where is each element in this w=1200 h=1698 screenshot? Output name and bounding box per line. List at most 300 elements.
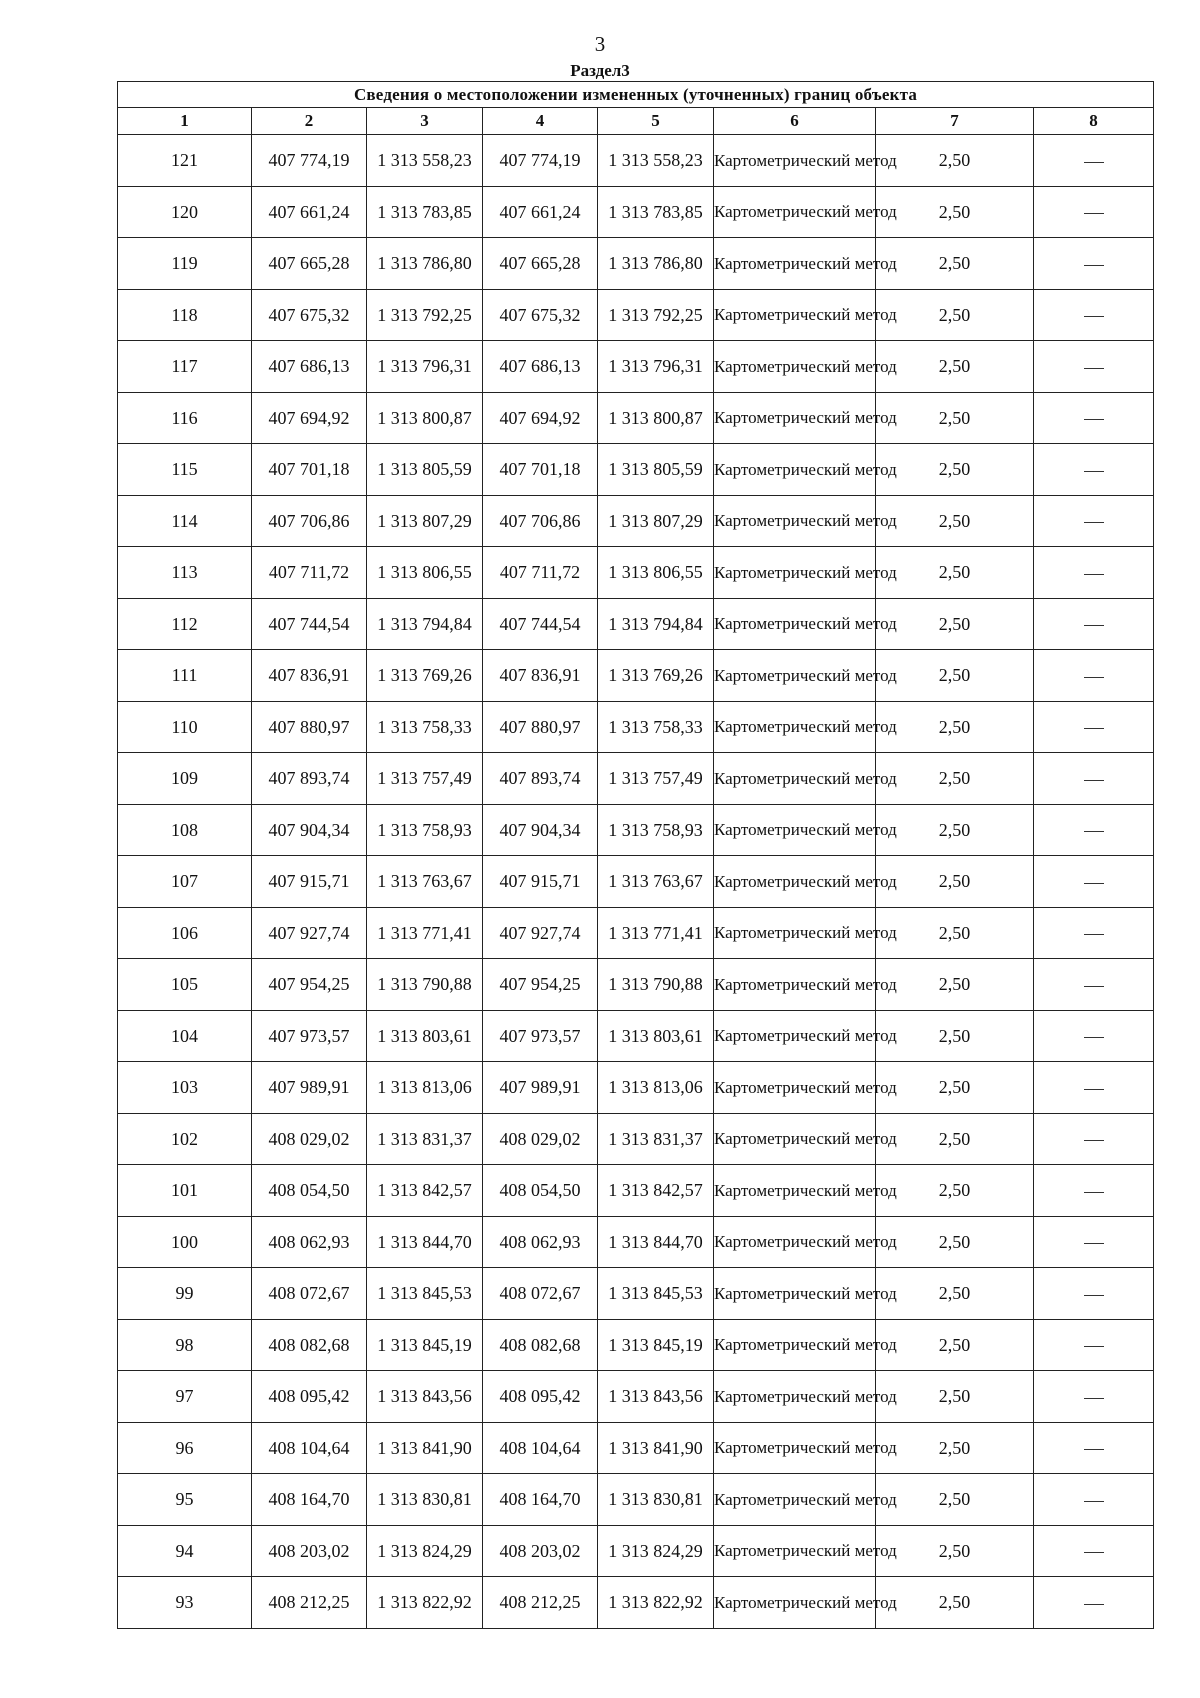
note-cell: [1034, 547, 1154, 599]
point-number-cell: 96: [118, 1422, 252, 1474]
table-row: [118, 135, 1154, 187]
accuracy-cell: 2,50: [876, 1319, 1034, 1371]
note-cell: [1034, 598, 1154, 650]
existing-x-cell: 407 989,91: [252, 1062, 367, 1114]
existing-y-cell: 1 313 800,87: [367, 392, 483, 444]
existing-y-cell: 1 313 843,56: [367, 1371, 483, 1423]
existing-x-cell: 407 706,86: [252, 495, 367, 547]
dash-mark: [1084, 1037, 1104, 1038]
existing-x-cell: 408 082,68: [252, 1319, 367, 1371]
point-number-cell: 103: [118, 1062, 252, 1114]
refined-y-cell: 1 313 845,53: [598, 1268, 714, 1320]
existing-y-cell: 1 313 807,29: [367, 495, 483, 547]
dash-mark: [1084, 1140, 1104, 1141]
existing-x-cell: 408 029,02: [252, 1113, 367, 1165]
column-number: 8: [1034, 108, 1154, 135]
existing-x-cell: 407 893,74: [252, 753, 367, 805]
existing-x-cell: 407 701,18: [252, 444, 367, 496]
table-row: [118, 1165, 1154, 1217]
table-caption: Сведения о местоположении измененных (уточненных) границ объекта: [118, 82, 1154, 108]
existing-y-cell: 1 313 841,90: [367, 1422, 483, 1474]
table-row: [118, 1319, 1154, 1371]
refined-y-cell: 1 313 813,06: [598, 1062, 714, 1114]
existing-y-cell: 1 313 786,80: [367, 238, 483, 290]
existing-y-cell: 1 313 758,33: [367, 701, 483, 753]
point-number-cell: 110: [118, 701, 252, 753]
existing-x-cell: 407 694,92: [252, 392, 367, 444]
note-cell: [1034, 1371, 1154, 1423]
dash-mark: [1084, 1604, 1104, 1605]
dash-mark: [1084, 419, 1104, 420]
accuracy-cell: 2,50: [876, 701, 1034, 753]
point-number-cell: 94: [118, 1525, 252, 1577]
refined-x-cell: 408 072,67: [483, 1268, 598, 1320]
note-cell: [1034, 701, 1154, 753]
refined-x-cell: 407 973,57: [483, 1010, 598, 1062]
method-cell: Картометрический метод: [714, 650, 876, 702]
point-number-cell: 116: [118, 392, 252, 444]
point-number-cell: 108: [118, 804, 252, 856]
note-cell: [1034, 444, 1154, 496]
refined-y-cell: 1 313 841,90: [598, 1422, 714, 1474]
refined-x-cell: 407 915,71: [483, 856, 598, 908]
point-number-cell: 107: [118, 856, 252, 908]
note-cell: [1034, 907, 1154, 959]
method-cell: Картометрический метод: [714, 289, 876, 341]
refined-y-cell: 1 313 803,61: [598, 1010, 714, 1062]
point-number-cell: 117: [118, 341, 252, 393]
note-cell: [1034, 186, 1154, 238]
refined-y-cell: 1 313 783,85: [598, 186, 714, 238]
note-cell: [1034, 1216, 1154, 1268]
method-cell: Картометрический метод: [714, 392, 876, 444]
point-number-cell: 111: [118, 650, 252, 702]
refined-x-cell: 407 706,86: [483, 495, 598, 547]
note-cell: [1034, 495, 1154, 547]
refined-y-cell: 1 313 758,33: [598, 701, 714, 753]
refined-x-cell: 407 686,13: [483, 341, 598, 393]
refined-y-cell: 1 313 805,59: [598, 444, 714, 496]
method-cell: Картометрический метод: [714, 1010, 876, 1062]
existing-x-cell: 407 711,72: [252, 547, 367, 599]
existing-y-cell: 1 313 758,93: [367, 804, 483, 856]
refined-x-cell: 407 774,19: [483, 135, 598, 187]
table-row: [118, 1216, 1154, 1268]
point-number-cell: 97: [118, 1371, 252, 1423]
refined-x-cell: 407 880,97: [483, 701, 598, 753]
table-caption-row: [118, 82, 1154, 108]
existing-y-cell: 1 313 558,23: [367, 135, 483, 187]
refined-y-cell: 1 313 830,81: [598, 1474, 714, 1526]
accuracy-cell: 2,50: [876, 341, 1034, 393]
table-row: [118, 959, 1154, 1011]
existing-y-cell: 1 313 790,88: [367, 959, 483, 1011]
method-cell: Картометрический метод: [714, 547, 876, 599]
accuracy-cell: 2,50: [876, 753, 1034, 805]
point-number-cell: 93: [118, 1577, 252, 1629]
column-number: 4: [483, 108, 598, 135]
method-cell: Картометрический метод: [714, 1371, 876, 1423]
refined-y-cell: 1 313 794,84: [598, 598, 714, 650]
table-row: [118, 650, 1154, 702]
refined-x-cell: 408 095,42: [483, 1371, 598, 1423]
note-cell: [1034, 1268, 1154, 1320]
dash-mark: [1084, 1243, 1104, 1244]
method-cell: Картометрический метод: [714, 1113, 876, 1165]
table-row: [118, 598, 1154, 650]
point-number-cell: 118: [118, 289, 252, 341]
column-number-row: [118, 108, 1154, 135]
dash-mark: [1084, 522, 1104, 523]
refined-x-cell: 407 904,34: [483, 804, 598, 856]
method-cell: Картометрический метод: [714, 701, 876, 753]
table-row: [118, 341, 1154, 393]
table-row: [118, 186, 1154, 238]
column-number: 5: [598, 108, 714, 135]
refined-y-cell: 1 313 800,87: [598, 392, 714, 444]
point-number-cell: 99: [118, 1268, 252, 1320]
refined-y-cell: 1 313 843,56: [598, 1371, 714, 1423]
note-cell: [1034, 135, 1154, 187]
existing-y-cell: 1 313 794,84: [367, 598, 483, 650]
table-row: [118, 804, 1154, 856]
refined-x-cell: 408 054,50: [483, 1165, 598, 1217]
point-number-cell: 115: [118, 444, 252, 496]
refined-x-cell: 408 212,25: [483, 1577, 598, 1629]
dash-mark: [1084, 883, 1104, 884]
accuracy-cell: 2,50: [876, 1268, 1034, 1320]
dash-mark: [1084, 316, 1104, 317]
accuracy-cell: 2,50: [876, 547, 1034, 599]
existing-y-cell: 1 313 822,92: [367, 1577, 483, 1629]
accuracy-cell: 2,50: [876, 1165, 1034, 1217]
point-number-cell: 112: [118, 598, 252, 650]
method-cell: Картометрический метод: [714, 1525, 876, 1577]
table-row: [118, 856, 1154, 908]
note-cell: [1034, 238, 1154, 290]
accuracy-cell: 2,50: [876, 186, 1034, 238]
note-cell: [1034, 1422, 1154, 1474]
refined-y-cell: 1 313 844,70: [598, 1216, 714, 1268]
existing-y-cell: 1 313 844,70: [367, 1216, 483, 1268]
table-row: [118, 392, 1154, 444]
existing-y-cell: 1 313 813,06: [367, 1062, 483, 1114]
table-row: [118, 753, 1154, 805]
accuracy-cell: 2,50: [876, 289, 1034, 341]
table-row: [118, 495, 1154, 547]
dash-mark: [1084, 677, 1104, 678]
point-number-cell: 119: [118, 238, 252, 290]
accuracy-cell: 2,50: [876, 1371, 1034, 1423]
table-row: [118, 238, 1154, 290]
existing-y-cell: 1 313 831,37: [367, 1113, 483, 1165]
accuracy-cell: 2,50: [876, 392, 1034, 444]
column-number: 1: [118, 108, 252, 135]
section-title: Раздел3: [570, 61, 630, 80]
accuracy-cell: 2,50: [876, 238, 1034, 290]
method-cell: Картометрический метод: [714, 1165, 876, 1217]
existing-x-cell: 407 904,34: [252, 804, 367, 856]
dash-mark: [1084, 1192, 1104, 1193]
table-row: [118, 1371, 1154, 1423]
method-cell: Картометрический метод: [714, 856, 876, 908]
point-number-cell: 114: [118, 495, 252, 547]
point-number-cell: 104: [118, 1010, 252, 1062]
existing-x-cell: 407 675,32: [252, 289, 367, 341]
refined-y-cell: 1 313 845,19: [598, 1319, 714, 1371]
method-cell: Картометрический метод: [714, 1268, 876, 1320]
existing-y-cell: 1 313 769,26: [367, 650, 483, 702]
note-cell: [1034, 1113, 1154, 1165]
refined-y-cell: 1 313 790,88: [598, 959, 714, 1011]
method-cell: Картометрический метод: [714, 495, 876, 547]
column-number: 2: [252, 108, 367, 135]
refined-x-cell: 407 665,28: [483, 238, 598, 290]
table-row: [118, 547, 1154, 599]
dash-mark: [1084, 213, 1104, 214]
dash-mark: [1084, 574, 1104, 575]
table-row: [118, 289, 1154, 341]
existing-y-cell: 1 313 830,81: [367, 1474, 483, 1526]
accuracy-cell: 2,50: [876, 444, 1034, 496]
note-cell: [1034, 341, 1154, 393]
refined-x-cell: 407 694,92: [483, 392, 598, 444]
refined-x-cell: 408 029,02: [483, 1113, 598, 1165]
accuracy-cell: 2,50: [876, 650, 1034, 702]
refined-x-cell: 407 893,74: [483, 753, 598, 805]
note-cell: [1034, 1165, 1154, 1217]
dash-mark: [1084, 780, 1104, 781]
point-number-cell: 106: [118, 907, 252, 959]
existing-y-cell: 1 313 805,59: [367, 444, 483, 496]
point-number-cell: 100: [118, 1216, 252, 1268]
accuracy-cell: 2,50: [876, 856, 1034, 908]
accuracy-cell: 2,50: [876, 907, 1034, 959]
method-cell: Картометрический метод: [714, 135, 876, 187]
existing-y-cell: 1 313 792,25: [367, 289, 483, 341]
refined-y-cell: 1 313 771,41: [598, 907, 714, 959]
existing-x-cell: 408 164,70: [252, 1474, 367, 1526]
point-number-cell: 105: [118, 959, 252, 1011]
table-row: [118, 1268, 1154, 1320]
note-cell: [1034, 1010, 1154, 1062]
method-cell: Картометрический метод: [714, 598, 876, 650]
table-row: [118, 1062, 1154, 1114]
note-cell: [1034, 392, 1154, 444]
point-number-cell: 98: [118, 1319, 252, 1371]
accuracy-cell: 2,50: [876, 1474, 1034, 1526]
page-number: 3: [594, 32, 606, 56]
refined-y-cell: 1 313 807,29: [598, 495, 714, 547]
dash-mark: [1084, 265, 1104, 266]
table-row: [118, 1525, 1154, 1577]
table-row: [118, 1474, 1154, 1526]
refined-y-cell: 1 313 786,80: [598, 238, 714, 290]
table-row: [118, 907, 1154, 959]
existing-x-cell: 408 072,67: [252, 1268, 367, 1320]
point-number-cell: 109: [118, 753, 252, 805]
method-cell: Картометрический метод: [714, 907, 876, 959]
existing-x-cell: 407 836,91: [252, 650, 367, 702]
existing-x-cell: 408 203,02: [252, 1525, 367, 1577]
accuracy-cell: 2,50: [876, 495, 1034, 547]
accuracy-cell: 2,50: [876, 804, 1034, 856]
refined-x-cell: 407 989,91: [483, 1062, 598, 1114]
accuracy-cell: 2,50: [876, 1577, 1034, 1629]
existing-y-cell: 1 313 845,53: [367, 1268, 483, 1320]
dash-mark: [1084, 368, 1104, 369]
table-row: [118, 701, 1154, 753]
refined-x-cell: 408 082,68: [483, 1319, 598, 1371]
accuracy-cell: 2,50: [876, 1010, 1034, 1062]
method-cell: Картометрический метод: [714, 1577, 876, 1629]
existing-y-cell: 1 313 796,31: [367, 341, 483, 393]
refined-x-cell: 407 744,54: [483, 598, 598, 650]
table-row: [118, 1010, 1154, 1062]
note-cell: [1034, 1319, 1154, 1371]
dash-mark: [1084, 471, 1104, 472]
refined-x-cell: 408 203,02: [483, 1525, 598, 1577]
existing-x-cell: 407 774,19: [252, 135, 367, 187]
existing-x-cell: 407 973,57: [252, 1010, 367, 1062]
refined-y-cell: 1 313 558,23: [598, 135, 714, 187]
note-cell: [1034, 804, 1154, 856]
refined-x-cell: 407 927,74: [483, 907, 598, 959]
existing-x-cell: 407 661,24: [252, 186, 367, 238]
refined-y-cell: 1 313 758,93: [598, 804, 714, 856]
method-cell: Картометрический метод: [714, 186, 876, 238]
dash-mark: [1084, 1398, 1104, 1399]
method-cell: Картометрический метод: [714, 1474, 876, 1526]
refined-y-cell: 1 313 831,37: [598, 1113, 714, 1165]
existing-x-cell: 407 665,28: [252, 238, 367, 290]
refined-y-cell: 1 313 824,29: [598, 1525, 714, 1577]
dash-mark: [1084, 1346, 1104, 1347]
method-cell: Картометрический метод: [714, 238, 876, 290]
dash-mark: [1084, 1089, 1104, 1090]
existing-x-cell: 408 095,42: [252, 1371, 367, 1423]
note-cell: [1034, 856, 1154, 908]
point-number-cell: 95: [118, 1474, 252, 1526]
refined-y-cell: 1 313 769,26: [598, 650, 714, 702]
method-cell: Картометрический метод: [714, 804, 876, 856]
refined-x-cell: 407 701,18: [483, 444, 598, 496]
existing-x-cell: 407 744,54: [252, 598, 367, 650]
existing-y-cell: 1 313 803,61: [367, 1010, 483, 1062]
note-cell: [1034, 1474, 1154, 1526]
method-cell: Картометрический метод: [714, 959, 876, 1011]
note-cell: [1034, 1525, 1154, 1577]
existing-y-cell: 1 313 806,55: [367, 547, 483, 599]
accuracy-cell: 2,50: [876, 598, 1034, 650]
table-row: [118, 1422, 1154, 1474]
existing-x-cell: 408 212,25: [252, 1577, 367, 1629]
refined-x-cell: 408 104,64: [483, 1422, 598, 1474]
table-row: [118, 444, 1154, 496]
refined-y-cell: 1 313 822,92: [598, 1577, 714, 1629]
existing-x-cell: 408 054,50: [252, 1165, 367, 1217]
refined-y-cell: 1 313 757,49: [598, 753, 714, 805]
accuracy-cell: 2,50: [876, 1525, 1034, 1577]
existing-y-cell: 1 313 757,49: [367, 753, 483, 805]
method-cell: Картометрический метод: [714, 753, 876, 805]
dash-mark: [1084, 728, 1104, 729]
column-number: 6: [714, 108, 876, 135]
table-row: [118, 1577, 1154, 1629]
refined-x-cell: 407 661,24: [483, 186, 598, 238]
refined-y-cell: 1 313 763,67: [598, 856, 714, 908]
existing-x-cell: 407 686,13: [252, 341, 367, 393]
existing-x-cell: 407 915,71: [252, 856, 367, 908]
existing-x-cell: 408 062,93: [252, 1216, 367, 1268]
note-cell: [1034, 289, 1154, 341]
existing-y-cell: 1 313 824,29: [367, 1525, 483, 1577]
method-cell: Картометрический метод: [714, 1216, 876, 1268]
refined-x-cell: 407 675,32: [483, 289, 598, 341]
table-row: [118, 1113, 1154, 1165]
note-cell: [1034, 753, 1154, 805]
method-cell: Картометрический метод: [714, 1319, 876, 1371]
column-number: 7: [876, 108, 1034, 135]
dash-mark: [1084, 1501, 1104, 1502]
existing-y-cell: 1 313 845,19: [367, 1319, 483, 1371]
note-cell: [1034, 1577, 1154, 1629]
method-cell: Картометрический метод: [714, 1062, 876, 1114]
column-number: 3: [367, 108, 483, 135]
point-number-cell: 121: [118, 135, 252, 187]
refined-x-cell: 408 164,70: [483, 1474, 598, 1526]
existing-y-cell: 1 313 783,85: [367, 186, 483, 238]
refined-y-cell: 1 313 792,25: [598, 289, 714, 341]
refined-x-cell: 407 954,25: [483, 959, 598, 1011]
accuracy-cell: 2,50: [876, 959, 1034, 1011]
point-number-cell: 120: [118, 186, 252, 238]
existing-x-cell: 407 880,97: [252, 701, 367, 753]
accuracy-cell: 2,50: [876, 1062, 1034, 1114]
refined-y-cell: 1 313 842,57: [598, 1165, 714, 1217]
dash-mark: [1084, 986, 1104, 987]
method-cell: Картометрический метод: [714, 444, 876, 496]
accuracy-cell: 2,50: [876, 135, 1034, 187]
existing-x-cell: 408 104,64: [252, 1422, 367, 1474]
existing-y-cell: 1 313 771,41: [367, 907, 483, 959]
method-cell: Картометрический метод: [714, 341, 876, 393]
refined-y-cell: 1 313 806,55: [598, 547, 714, 599]
table-body: [118, 135, 1154, 1629]
existing-y-cell: 1 313 842,57: [367, 1165, 483, 1217]
note-cell: [1034, 959, 1154, 1011]
dash-mark: [1084, 934, 1104, 935]
accuracy-cell: 2,50: [876, 1216, 1034, 1268]
existing-x-cell: 407 927,74: [252, 907, 367, 959]
point-number-cell: 113: [118, 547, 252, 599]
dash-mark: [1084, 1449, 1104, 1450]
note-cell: [1034, 650, 1154, 702]
point-number-cell: 102: [118, 1113, 252, 1165]
refined-x-cell: 407 711,72: [483, 547, 598, 599]
boundary-coordinates-table: [117, 81, 1154, 1629]
note-cell: [1034, 1062, 1154, 1114]
accuracy-cell: 2,50: [876, 1113, 1034, 1165]
dash-mark: [1084, 1552, 1104, 1553]
method-cell: Картометрический метод: [714, 1422, 876, 1474]
dash-mark: [1084, 162, 1104, 163]
refined-y-cell: 1 313 796,31: [598, 341, 714, 393]
existing-y-cell: 1 313 763,67: [367, 856, 483, 908]
existing-x-cell: 407 954,25: [252, 959, 367, 1011]
dash-mark: [1084, 831, 1104, 832]
dash-mark: [1084, 1295, 1104, 1296]
